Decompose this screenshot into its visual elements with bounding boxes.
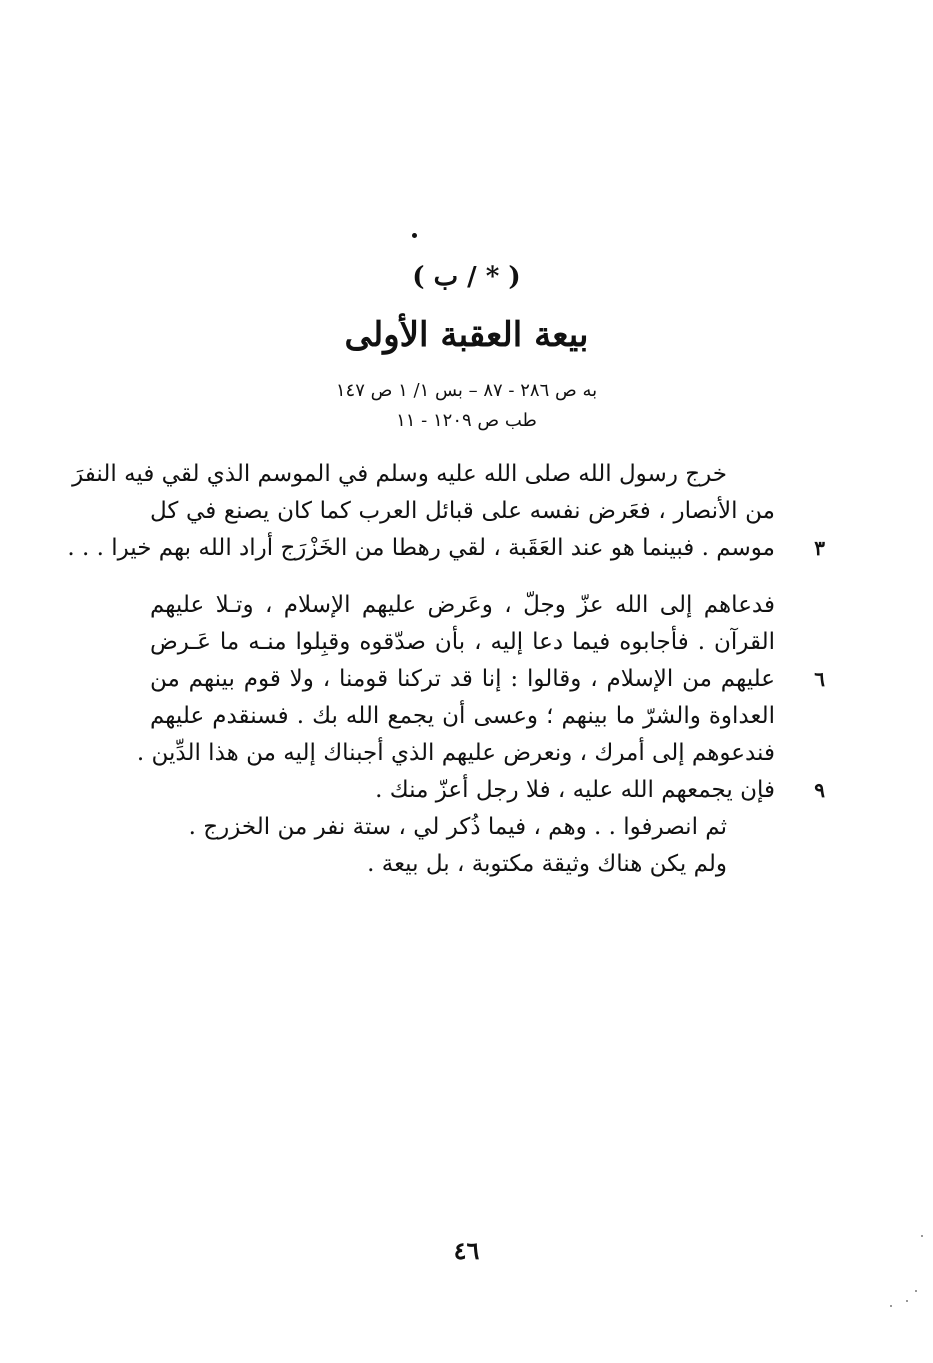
chapter-title: بيعة العقبة الأولى: [344, 315, 589, 355]
line-number: ٩: [814, 778, 825, 802]
text-line: القرآن . فأجابوه فيما دعا إليه ، بأن صدّقوه وقبِلوا منـه ما عَـرض: [150, 629, 775, 655]
page-number: ٤٦: [453, 1236, 480, 1265]
text-line: [150, 661, 825, 698]
scan-speck: [906, 1300, 908, 1302]
source-references: [0, 376, 933, 436]
text-line: من الأنصار ، فعَرض نفسه على قبائل العرب كما كان يصنع في كل: [150, 498, 775, 524]
text-line: ثم انصرفوا . . وهم ، فيما ذُكر لي ، ستة نفر من الخزرج .: [188, 814, 727, 840]
scan-speck: [921, 1235, 923, 1237]
text-line: [67, 530, 825, 567]
scan-speck: [890, 1305, 892, 1307]
line-number: ٦: [814, 667, 825, 691]
line-text: فإن يجمعهم الله عليه ، فلا رجل أعزّ منك .: [375, 777, 775, 803]
reference-line: به ص ٢٨٦ - ٨٧ – بس ١/ ١ ص ١٤٧: [335, 380, 598, 401]
text-line: العداوة والشرّ ما بينهم ؛ وعسى أن يجمع الله بك . فسنقدم عليهم: [150, 703, 775, 729]
body-text: [67, 456, 825, 883]
text-line: فندعوهم إلى أمرك ، ونعرض عليهم الذي أجبناك إليه من هذا الدِّين .: [136, 740, 775, 766]
line-number: ٣: [814, 536, 825, 560]
section-mark: ( * / ب ): [412, 262, 521, 292]
line-text: عليهم من الإسلام ، وقالوا : إنا قد تركنا قومنا ، ولا قوم بينهم من: [150, 666, 775, 692]
line-text: موسم . فبينما هو عند العَقَبة ، لقي رهطا من الخَزْرَج أراد الله بهم خيرا . . .: [67, 535, 775, 561]
scan-speck: [915, 1290, 917, 1292]
text-line: فدعاهم إلى الله عزّ وجلّ ، وعَرض عليهم الإسلام ، وتـلا عليهم: [150, 592, 775, 618]
reference-line: طب ص ١٢٠٩ - ١١: [396, 410, 537, 431]
ornament-dot: [412, 233, 417, 238]
text-line: [150, 772, 825, 809]
text-line: خرج رسول الله صلى الله عليه وسلم في الموسم الذي لقي فيه النفرَ: [72, 461, 727, 487]
text-line: ولم يكن هناك وثيقة مكتوبة ، بل بيعة .: [367, 851, 727, 877]
